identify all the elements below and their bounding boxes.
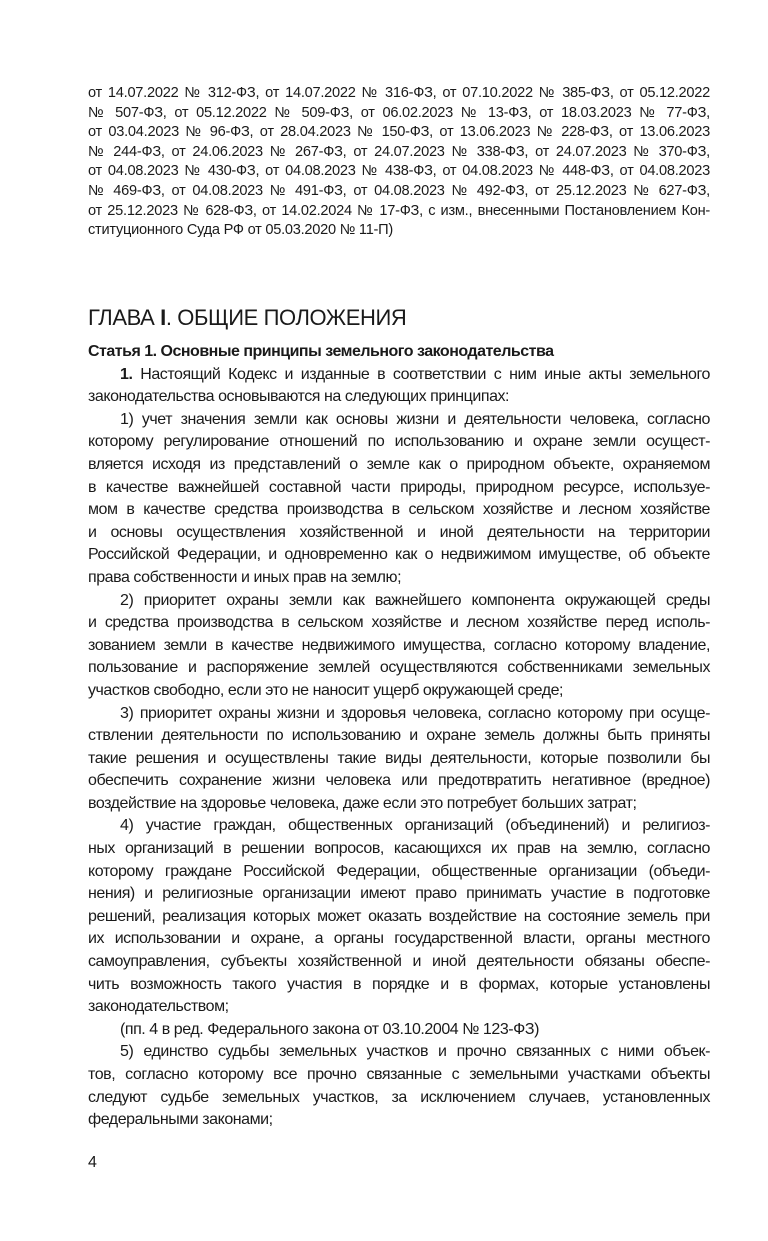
paragraph-line: участков свободно, если это не наносит ущерб окружающей среде; <box>88 681 564 699</box>
amendment-line: № 507-ФЗ, от 05.12.2022 № 509-ФЗ, от 06.02.2023 № 13-ФЗ, от 18.03.2023 № 77-ФЗ, <box>88 104 710 121</box>
article-title: Статья 1. Основные принципы земельного законодательства <box>88 343 554 360</box>
amendment-line: от 14.07.2022 № 312-ФЗ, от 14.07.2022 № 316-ФЗ, от 07.10.2022 № 385-ФЗ, от 05.12.2022 <box>88 85 710 101</box>
paragraph-item-2 <box>88 590 710 703</box>
paragraph-line: федеральными законами; <box>88 1111 273 1129</box>
article-body <box>88 341 710 1132</box>
paragraph-line: их использовании и охране, а органы государственной власти, органы местного <box>88 930 710 948</box>
amendment-line: от 04.08.2023 № 430-ФЗ, от 04.08.2023 № 438-ФЗ, от 04.08.2023 № 448-ФЗ, от 04.08.2023 <box>88 163 710 180</box>
paragraph-line: которому регулирование отношений по использованию и охране земли осущест- <box>88 433 710 451</box>
paragraph-line: 3) приоритет охраны жизни и здоровья человека, согласно которому при осуще- <box>120 704 710 722</box>
paragraph-line: вляется исходя из представлений о земле как о природном объекте, охраняемом <box>88 455 710 473</box>
paragraph-line: следуют судьбе земельных участков, за исключением случаев, установленных <box>88 1088 710 1106</box>
page-number: 4 <box>88 1154 97 1171</box>
paragraph-line: мом в качестве средства производства в сельском хозяйстве и лесном хозяйстве <box>88 501 710 519</box>
amendment-line: ституционного Суда РФ от 05.03.2020 № 11-П) <box>88 222 394 239</box>
paragraph-line: ствлении деятельности по использованию и охране земель должны быть приняты <box>88 727 710 745</box>
paragraph-line: 4) участие граждан, общественных организаций (объединений) и религиоз- <box>120 817 710 835</box>
paragraph-line: 5) единство судьбы земельных участков и прочно связанных с ними объек- <box>120 1043 710 1061</box>
paragraph-line: обеспечить сохранение жизни человека или предотвратить негативное (вредное) <box>88 772 710 790</box>
paragraph-line: воздействие на здоровье человека, даже если это потребует больших затрат; <box>88 794 637 812</box>
paragraph-line: тов, согласно которому все прочно связанные с земельными участками объекты <box>88 1066 710 1083</box>
paragraph-item-5 <box>88 1041 710 1131</box>
paragraph-line: 1) учет значения земли как основы жизни и деятельности человека, согласно <box>120 410 710 428</box>
paragraph-line: самоуправления, субъекты хозяйственной и иной деятельности обязаны обеспе- <box>88 953 710 971</box>
amendment-note <box>88 1019 710 1042</box>
paragraph-line: решений, реализация которых может оказать воздействие на состояние земель при <box>88 907 710 925</box>
paragraph-line: 2) приоритет охраны земли как важнейшего компонента окружающей среды <box>120 591 710 609</box>
chapter-roman-numeral: I <box>160 305 166 330</box>
amendment-line: № 469-ФЗ, от 04.08.2023 № 491-ФЗ, от 04.08.2023 № 492-ФЗ, от 25.12.2023 № 627-ФЗ, <box>88 182 710 199</box>
paragraph-item-3 <box>88 703 710 816</box>
paragraph-line: в качестве важнейшей составной части природы, природном ресурсе, используе- <box>88 478 710 496</box>
amendment-line: от 03.04.2023 № 96-ФЗ, от 28.04.2023 № 150-ФЗ, от 13.06.2023 № 228-ФЗ, от 13.06.2023 <box>88 124 710 141</box>
paragraph-line: чить возможность такого участия в порядке и в формах, которые установлены <box>88 975 710 993</box>
paragraph-line: такие решения и осуществлены такие виды деятельности, которые позволили бы <box>88 749 710 767</box>
amendment-line: от 25.12.2023 № 628-ФЗ, от 14.02.2024 № 17-ФЗ, с изм., внесенными Постановлением Кон- <box>88 202 710 219</box>
paragraph-line: и средства производства в сельском хозяйстве и лесном хозяйстве перед исполь- <box>88 614 710 632</box>
paragraph-1 <box>88 364 710 409</box>
paragraph-line: пользование и распоряжение землей осуществляются собственниками земельных <box>88 659 710 677</box>
paragraph-line: законодательством; <box>88 998 229 1016</box>
paragraph-item-1 <box>88 409 710 590</box>
chapter-name: . ОБЩИЕ ПОЛОЖЕНИЯ <box>165 305 407 330</box>
paragraph-line: зованием земли в качестве недвижимого имущества, согласно которому владение, <box>88 636 710 654</box>
paragraph-line: законодательства основываются на следующих принципах: <box>88 388 510 406</box>
paragraph-line: ных организаций в решении вопросов, касающихся их прав на землю, согласно <box>88 840 710 858</box>
paragraph-line: которому граждане Российской Федерации, общественные организации (объеди- <box>88 862 710 880</box>
paragraph-line: права собственности и иных прав на землю; <box>88 568 402 586</box>
chapter-title <box>88 303 406 333</box>
paragraph-line: и основы осуществления хозяйственной и иной деятельности на территории <box>88 523 710 541</box>
chapter-prefix: ГЛАВА <box>88 305 161 330</box>
paragraph-item-4 <box>88 815 710 1018</box>
amendment-line: № 244-ФЗ, от 24.06.2023 № 267-ФЗ, от 24.07.2023 № 338-ФЗ, от 24.07.2023 № 370-ФЗ, <box>88 143 710 160</box>
amendments-block <box>88 84 710 241</box>
paragraph-line: нения) и религиозные организации имеют право принимать участие в подготовке <box>88 885 710 903</box>
paragraph-label: 1. <box>120 365 133 383</box>
paragraph-line: (пп. 4 в ред. Федерального закона от 03.10.2004 № 123-ФЗ) <box>120 1020 539 1038</box>
paragraph-line: Российской Федерации, и одновременно как о недвижимом имуществе, об объекте <box>88 546 710 564</box>
paragraph-line: 1. Настоящий Кодекс и изданные в соответствии с ним иные акты земельного <box>120 365 710 383</box>
